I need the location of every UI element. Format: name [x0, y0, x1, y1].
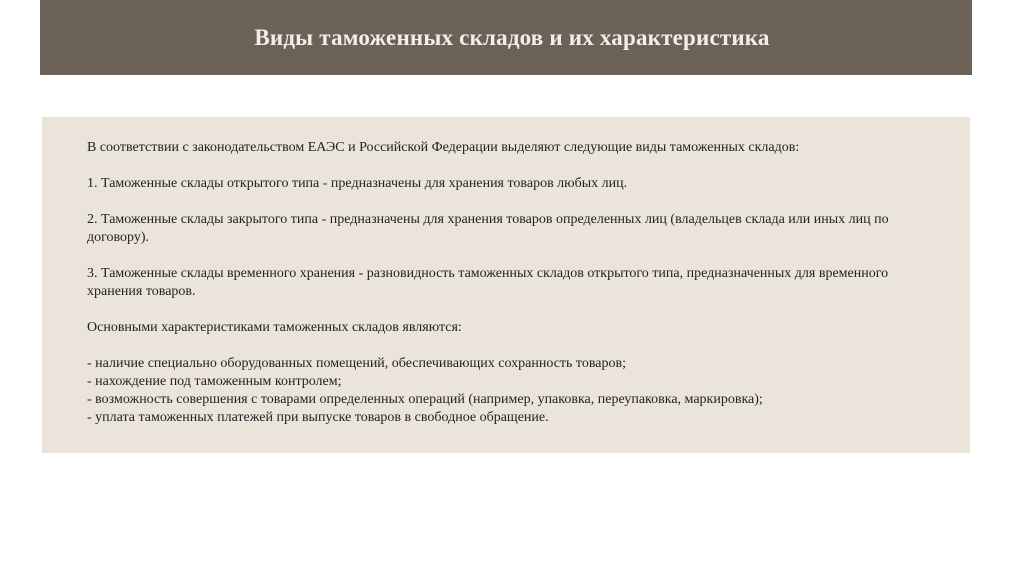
- intro-paragraph: В соответствии с законодательством ЕАЭС и Российской Федерации выделяют следующие виды таможенных складов:: [87, 140, 800, 155]
- characteristic-item: - наличие специально оборудованных помещений, обеспечивающих сохранность товаров;: [87, 356, 626, 371]
- characteristic-item: - нахождение под таможенным контролем;: [87, 374, 342, 389]
- warehouse-type-closed: 2. Таможенные склады закрытого типа - предназначены для хранения товаров определенных лиц (владельцев склада или иных лиц по договору).: [87, 212, 889, 245]
- title-bar: [40, 0, 972, 75]
- content-box: [42, 117, 970, 453]
- warehouse-type-temporary: 3. Таможенные склады временного хранения - разновидность таможенных складов открытого типа, предназначенных для временного хранения товаров.: [87, 266, 889, 299]
- slide-title: Виды таможенных складов и их характеристика: [254, 24, 770, 50]
- characteristic-item: - уплата таможенных платежей при выпуске товаров в свободное обращение.: [87, 410, 549, 425]
- warehouse-type-open: 1. Таможенные склады открытого типа - предназначены для хранения товаров любых лиц.: [87, 176, 628, 191]
- characteristics-heading: Основными характеристиками таможенных складов являются:: [87, 320, 462, 335]
- characteristic-item: - возможность совершения с товарами определенных операций (например, упаковка, переупаковка, маркировка);: [87, 392, 763, 407]
